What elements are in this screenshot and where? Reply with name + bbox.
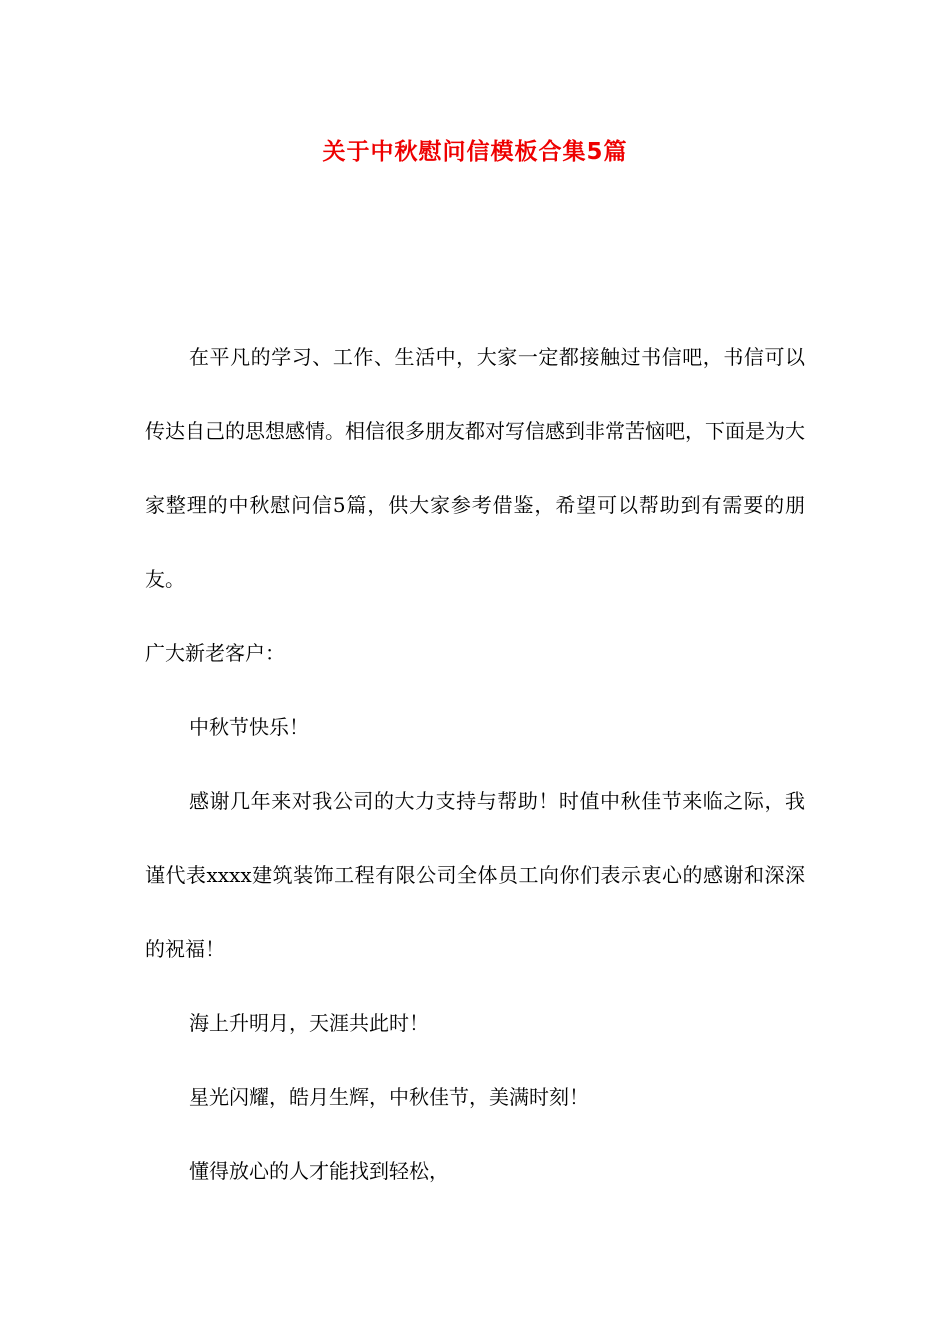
verse-line-3: 懂得放心的人才能找到轻松， (189, 1159, 449, 1183)
thanks-paragraph: 感谢几年来对我公司的大力支持与帮助！时值中秋佳节来临之际，我谨代表xxxx建筑装饰工程有限公司全体员工向你们表示衷心的感谢和深深的祝福！ (145, 789, 805, 961)
verse-line-2: 星光闪耀，皓月生辉，中秋佳节，美满时刻！ (189, 1085, 589, 1109)
document-body (145, 320, 805, 1208)
greeting-line: 中秋节快乐！ (189, 715, 309, 739)
salutation: 广大新老客户： (145, 641, 285, 665)
verse-line-1: 海上升明月，天涯共此时！ (189, 1011, 429, 1035)
document-title: 关于中秋慰问信模板合集5篇 (322, 139, 628, 165)
intro-paragraph: 在平凡的学习、工作、生活中，大家一定都接触过书信吧，书信可以传达自己的思想感情。相信很多朋友都对写信感到非常苦恼吧，下面是为大家整理的中秋慰问信5篇，供大家参考借鉴，希望可以帮助到有需要的朋友。 (145, 345, 805, 591)
